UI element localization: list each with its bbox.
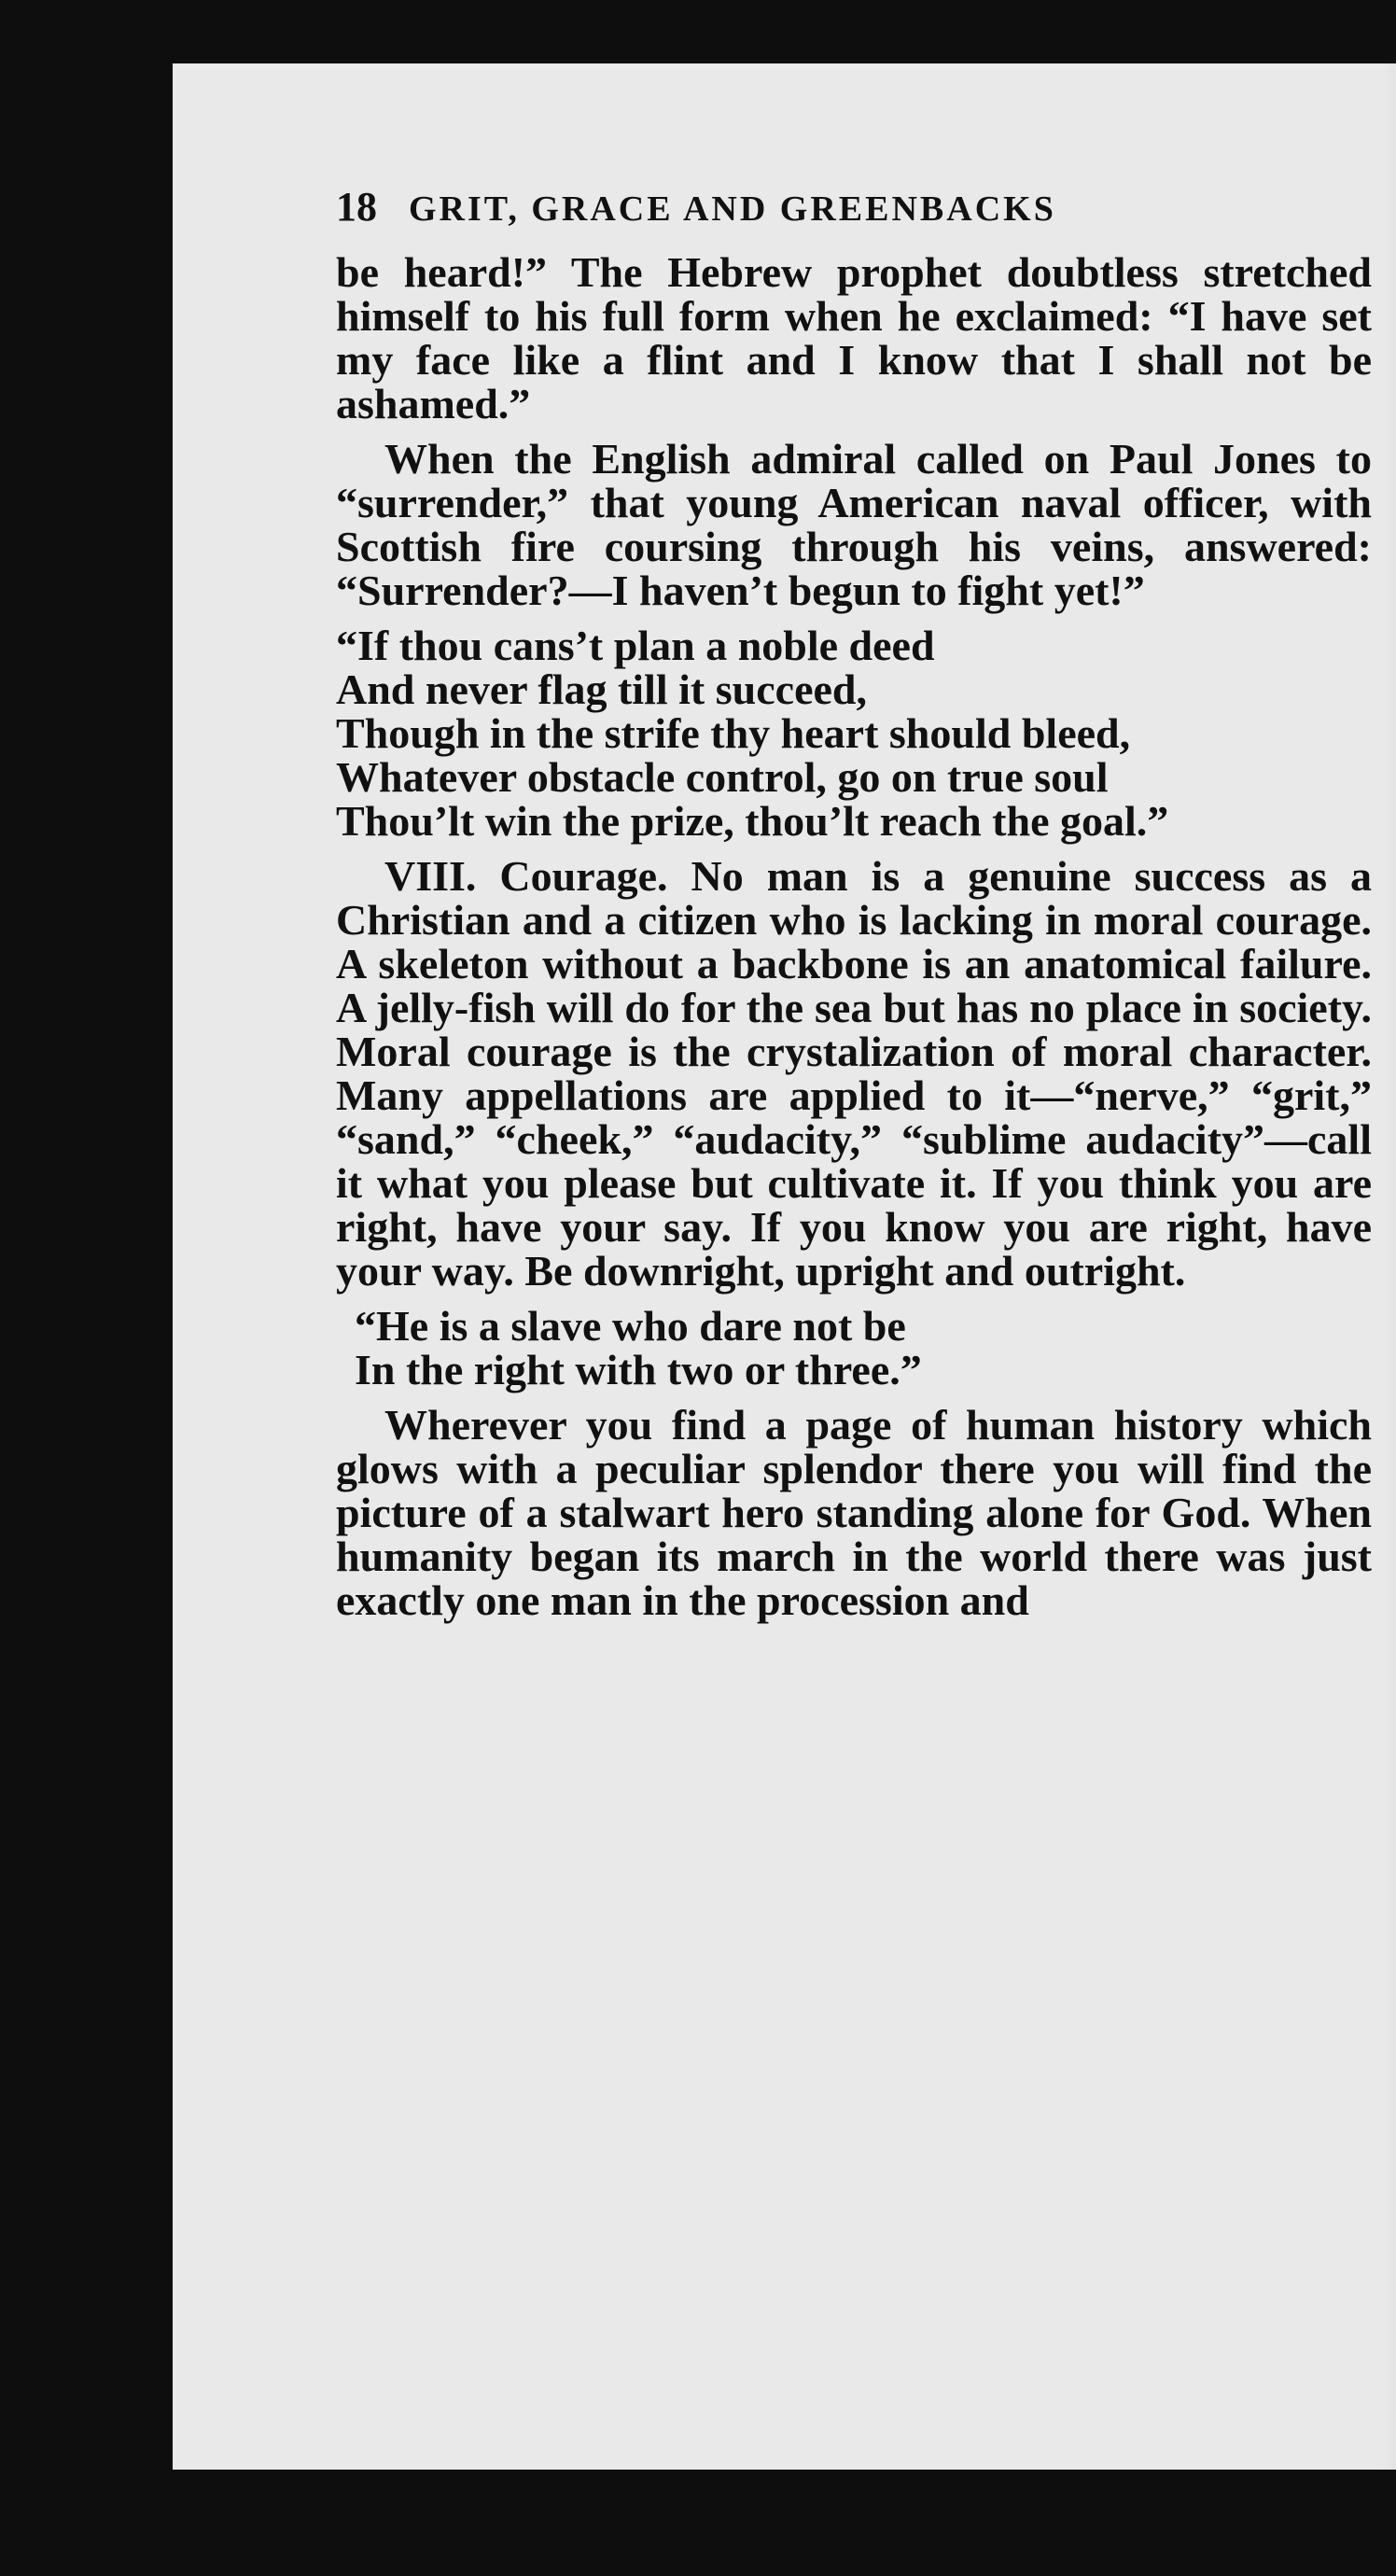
page-spine-shadow <box>1381 63 1396 2470</box>
poem-slave <box>336 1304 1372 1392</box>
poem-line: Whatever obstacle control, go on true soul <box>336 753 1109 801</box>
poem-line: Thou’lt win the prize, thou’lt reach the goal.” <box>336 797 1169 845</box>
poem-line: “If thou cans’t plan a noble deed <box>336 622 935 669</box>
page-text <box>336 185 1372 1633</box>
poem-line: Though in the strife thy heart should bleed, <box>336 709 1131 757</box>
paragraph-stalwart-hero: Wherever you find a page of human history which glows with a peculiar splendor there you will find the picture of a stalwart hero standing alone for God. When humanity began its march in the world there was just exactly one man in the procession and <box>336 1401 1372 1624</box>
poem-line: “He is a slave who dare not be <box>355 1302 906 1350</box>
poem-line: And never flag till it succeed, <box>336 665 867 713</box>
poem-line: In the right with two or three.” <box>355 1346 922 1393</box>
running-header <box>336 185 1372 250</box>
paragraph-paul-jones: When the English admiral called on Paul Jones to “surrender,” that young American naval officer, with Scottish fire coursing through his veins, answered: “Surrender?—I haven’t begun to fight yet!” <box>336 435 1372 614</box>
running-title: GRIT, GRACE AND GREENBACKS <box>409 189 1056 229</box>
paragraph-courage: VIII. Courage. No man is a genuine success as a Christian and a citizen who is lacking in moral courage. A skeleton without a backbone is an anatomical failure. A jelly-fish will do for the sea but has no place in society. Moral courage is the crystalization of moral character. Many appellations are applied to it—“nerve,” “grit,” “sand,” “cheek,” “audacity,” “sublime audacity”—call it what you please but cultivate it. If you think you are right, have your say. If you know you are right, have your way. Be downright, upright and outright. <box>336 852 1372 1295</box>
scanned-book-page <box>173 63 1396 2470</box>
paragraph-hebrew-prophet: be heard!” The Hebrew prophet doubtless stretched himself to his full form when he exclaimed: “I have set my face like a flint and I know that I shall not be ashamed.” <box>336 248 1372 427</box>
page-number: 18 <box>336 184 377 230</box>
poem-noble-deed <box>336 623 1372 843</box>
